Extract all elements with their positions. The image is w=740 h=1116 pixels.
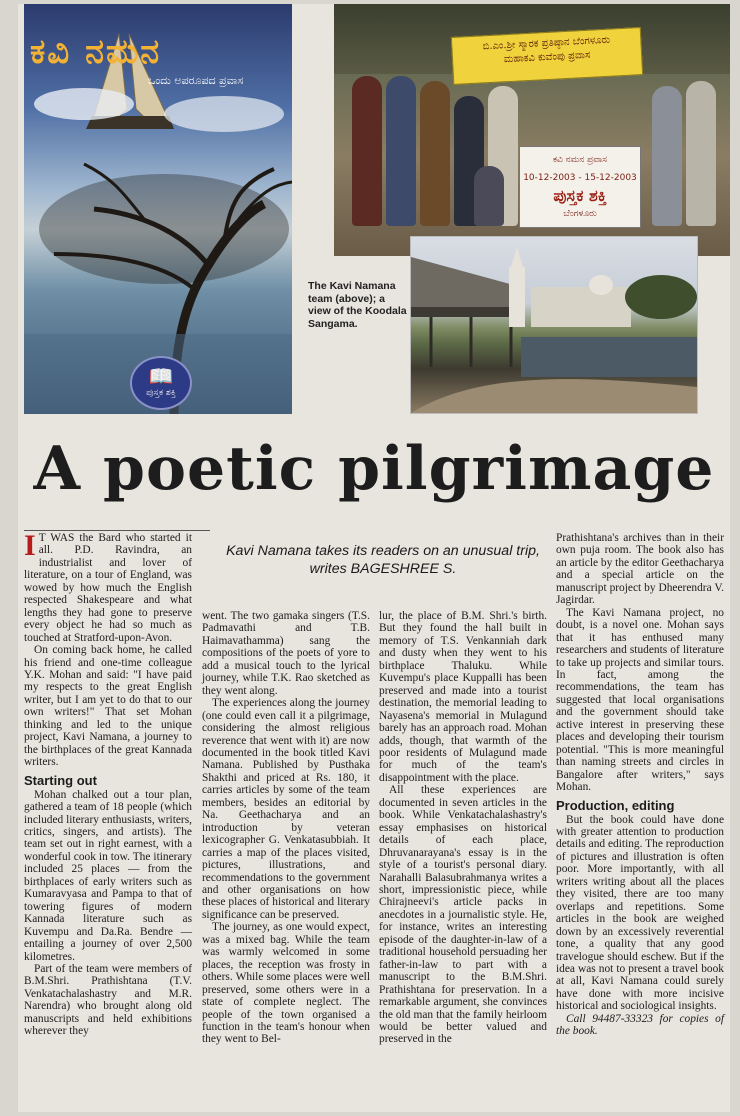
- banner-front-city: ಬೆಂಗಳೂರು: [563, 209, 597, 219]
- newspaper-page: [18, 4, 730, 1112]
- standfirst: Kavi Namana takes its readers on an unusual trip, writes BAGESHREE S.: [226, 543, 540, 577]
- banner-front-dates: 10-12-2003 - 15-12-2003: [523, 173, 637, 183]
- subheading-production-editing: Production, editing: [556, 797, 675, 813]
- divider-rule: [24, 530, 210, 531]
- subheading-starting-out: Starting out: [24, 772, 97, 788]
- person-figure: [652, 86, 682, 226]
- banner-front: [519, 146, 641, 228]
- article-column-4: [556, 532, 724, 1038]
- paragraph: Part of the team were members of B.M.Shri. Prathishtana (T.V. Venkatachalashastry and M.R. Narendra) who brought along old manuscripts and held exhibitions wherever they: [24, 962, 192, 1038]
- team-photo: [334, 4, 730, 256]
- paragraph: lur, the place of B.M. Shri.'s birth. But they found the hall built in memory of T.S. Venkanniah dark and dusty when they went to his birthplace Thaluku. While Kuvempu's place Kuppalli has been preserved and made into a tourist destination, the memorial leading to Nayasena's memorial in Mulagund barely has an approach road. Mohan adds, though, that warmth of the poor residents of Mulagund made for much of the team's disappointment with the place.: [379, 610, 547, 784]
- book-icon: 📖: [148, 364, 174, 388]
- publisher-logo-text: ಪುಸ್ತಕ ಶಕ್ತಿ: [146, 388, 176, 398]
- paragraph: went. The two gamaka singers (T.S. Padmavathi and T.B. Haimavathamma) sang the compositions of the poets of yore to add a musical touch to the lyrical journey, while T.K. Rao sketched as they went along.: [202, 610, 370, 697]
- banner-front-brand: ಪುಸ್ತಕ ಶಕ್ತಿ: [553, 186, 607, 205]
- headline: A poetic pilgrimage: [33, 434, 715, 504]
- book-cover-image: [24, 4, 292, 414]
- drop-cap: I: [24, 529, 36, 562]
- paragraph: Prathishtana's archives than in their own puja room. The book also has an article by the editor Geethacharya and a special article on the manuscript project by Dheerendra V. Jagirdar.: [556, 532, 724, 607]
- person-figure: [352, 76, 382, 226]
- person-figure: [386, 76, 416, 226]
- call-for-copies: Call 94487-33323 for copies of the book.: [556, 1012, 724, 1038]
- paragraph: The journey, as one would expect, was a mixed bag. While the team was warmly welcomed in some places, the reception was frosty in others. While some places were well preserved, some others were in a state of complete neglect. The people of the town organised a function in the team's honour when they went to Bel-: [202, 921, 370, 1046]
- paragraph: [24, 529, 192, 644]
- paragraph: All these experiences are documented in seven articles in the book. While Venkatachalashastry's essay emphasises on historical details of each place, Dhruvanarayana's essay is in the style of a tourist's personal diary. Narahalli Balasubrahmanya writes a short, impressionistic piece, while Chirajneevi's article packs in anecdotes in a journalistic style. He, for instance, writes an interesting episode of the daughter-in-law of a traditional household persuading her father-in-law to part with a manuscript to the B.M.Shri. Prathishtana for preservation. In a remarkable argument, she convinces the old man that the family heirloom would be better valued and preserved in the: [379, 784, 547, 1046]
- banner-top: [451, 27, 643, 85]
- cover-subtitle: ಒಂದು ಅಪರೂಪದ ಪ್ರವಾಸ: [148, 74, 244, 87]
- sangama-scene: [411, 237, 697, 413]
- koodala-sangama-photo: [410, 236, 698, 414]
- person-figure: [686, 81, 716, 226]
- paragraph-text: T WAS the Bard who started it all. P.D. Ravindra, an industrialist and lover of literature, on a tour of England, was wowed by how much the English respected Shakespeare and what lengths they had gone to preserve every object he had so much as touched at Stratford-upon-Avon.: [24, 532, 192, 644]
- article-column-2: [202, 610, 370, 1046]
- paragraph: The experiences along the journey (one could even call it a pilgrimage, considering the almost religious reverence that went with it) are now documented in the book titled Kavi Namana. Published by Pusthaka Shakthi and priced at Rs. 180, it carries articles by some of the team members, besides an editorial by Na. Geethacharya and an introduction by veteran lexicographer G. Venkatasubbiah. It carries a map of the places visited, pictures, illustrations, and recommendations to the government and other organisations on how these places of historical and literary significance can be preserved.: [202, 697, 370, 921]
- person-figure: [420, 81, 450, 226]
- banner-front-title: ಕವಿ ನಮನ ಪ್ರವಾಸ: [552, 155, 608, 165]
- article-column-3: [379, 610, 547, 1046]
- article-column-1: [24, 529, 192, 1038]
- person-figure: [474, 166, 504, 226]
- banner-top-line2: ಮಹಾಕವಿ ಕುವೆಂಪು ಪ್ರವಾಸ: [503, 49, 591, 66]
- paragraph: On coming back home, he called his friend and one-time colleague Y.K. Mohan and said: "I have paid my respects to the great English writer, but I am yet to do that to our own writers!" That set Mohan thinking and led to the unique project, Kavi Namana, a journey to the birthplaces of the great Kannada writers.: [24, 644, 192, 769]
- cover-title: ಕವಿ ನಮನ: [30, 32, 162, 72]
- paragraph: The Kavi Namana project, no doubt, is a novel one. Mohan says that it has enthused many researchers and students of literature to take up projects and similar tours. In fact, among the recommendations, the team has suggested that local organisations and the government should take active interest in preserving these places and developing their tourism potential. "This is more meaningful than naming streets and circles in Bangalore after writers," says Mohan.: [556, 606, 724, 794]
- paragraph: Mohan chalked out a tour plan, gathered a team of 18 people (which included literary enthusiasts, writers, critics, singers, and artists). The team set out in right earnest, with a wonderful cook in tow. The itinerary included 25 places — from the birthplaces of early writers such as Kumaravyasa and Pampa to that of towering figures of modern Kannada literature such as Kuvempu and Da.Ra. Bendre — entailing a journey of over 2,500 kilometres.: [24, 788, 192, 963]
- photo-caption: The Kavi Namana team (above); a view of the Koodala Sangama.: [308, 280, 407, 330]
- banner-top-line1: ಬಿ.ಎಂ.ಶ್ರೀ ಸ್ಮಾರಕ ಪ್ರತಿಷ್ಠಾನ ಬೆಂಗಳೂರು: [482, 34, 611, 53]
- publisher-logo: [130, 356, 192, 410]
- paragraph: But the book could have done with greater attention to production details and editing. The reproduction of pictures and illustration is often poor. More importantly, with all writers writing about all the places they visited, there are too many overlaps and repetitions. Some articles in the book are weighed down by an excessively reverential tone, a quality that any good travelogue should eschew. But if the idea was not to present a travel book at all, Kavi Namana could surely have done with more incisive historical and sociological insights.: [556, 813, 724, 1013]
